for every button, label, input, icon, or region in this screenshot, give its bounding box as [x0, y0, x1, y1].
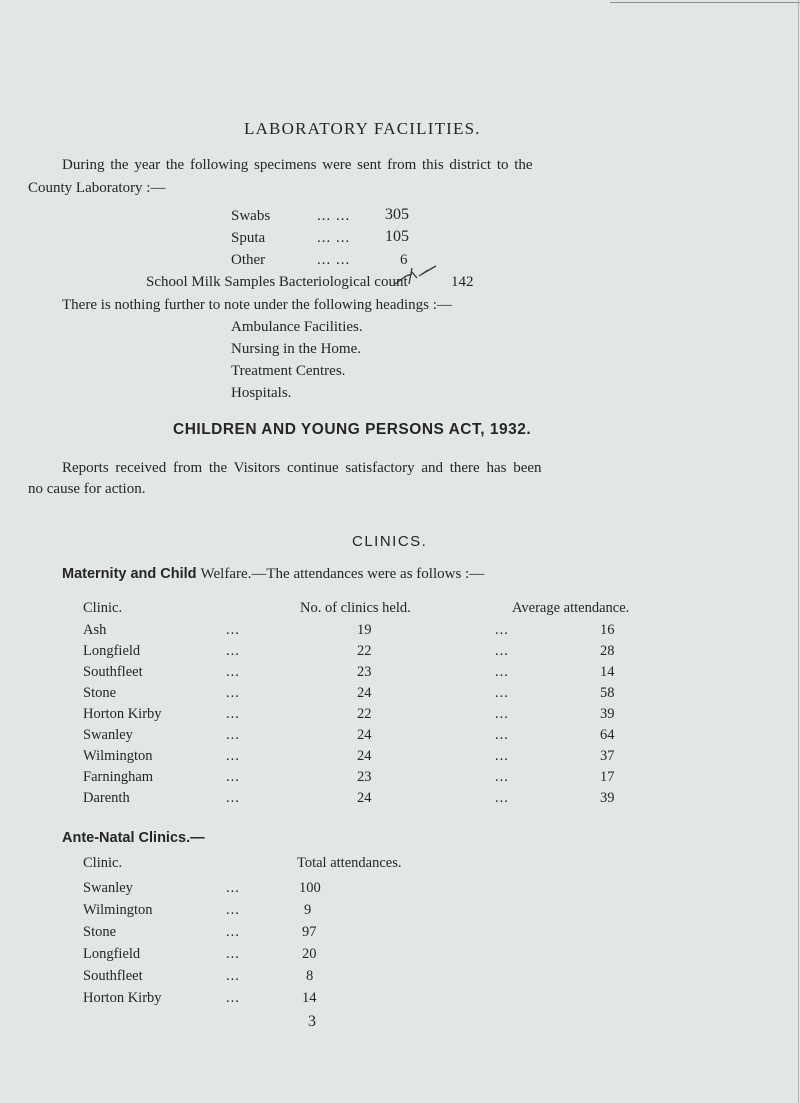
- heading-item: Ambulance Facilities.: [231, 319, 363, 335]
- scan-edge-top: [610, 2, 800, 3]
- table-row-dots: ...: [226, 790, 240, 806]
- specimen-label: Other: [231, 252, 266, 268]
- table-row-held: 22: [357, 643, 372, 659]
- maternity-intro: [62, 565, 484, 583]
- table-row-dots: ...: [226, 727, 240, 743]
- table-row-clinic: Ash: [83, 622, 107, 638]
- table-row-dots: ...: [226, 622, 240, 638]
- nothing-further-text: There is nothing further to note under the following headings :—: [62, 297, 452, 313]
- antenatal-row-dots: ...: [226, 946, 240, 962]
- table-row-avg: 28: [600, 643, 615, 659]
- table-row-dots: ...: [495, 727, 509, 743]
- antenatal-row-total: 9: [304, 902, 312, 918]
- table-row-avg: 64: [600, 727, 615, 743]
- antenatal-col-total: Total attendances.: [297, 855, 402, 871]
- specimen-value: 6: [400, 252, 408, 268]
- table-row-dots: ...: [495, 685, 509, 701]
- table-row-clinic: Stone: [83, 685, 117, 701]
- table-row-held: 24: [357, 727, 372, 743]
- table-row-clinic: Longfield: [83, 643, 141, 659]
- milk-samples-value: 142: [451, 274, 474, 290]
- table-row-dots: ...: [495, 748, 509, 764]
- specimen-label: Swabs: [231, 208, 271, 224]
- table-row-avg: 37: [600, 748, 615, 764]
- antenatal-row-total: 8: [306, 968, 314, 984]
- antenatal-row-total: 97: [302, 924, 317, 940]
- table-row-dots: ...: [495, 769, 509, 785]
- antenatal-row-dots: ...: [226, 902, 240, 918]
- specimen-value: 305: [385, 206, 409, 223]
- table-row-clinic: Southfleet: [83, 664, 143, 680]
- table-row-dots: ...: [495, 664, 509, 680]
- table-row-held: 24: [357, 790, 372, 806]
- antenatal-row-clinic: Swanley: [83, 880, 133, 896]
- table-row-dots: ...: [226, 748, 240, 764]
- antenatal-row-dots: ...: [226, 924, 240, 940]
- cyp-title: CHILDREN AND YOUNG PERSONS ACT, 1932.: [173, 421, 532, 438]
- table-row-clinic: Horton Kirby: [83, 706, 162, 722]
- lab-intro-line1: During the year the following specimens were sent from this district to the: [62, 157, 533, 173]
- specimen-label: Sputa: [231, 230, 266, 246]
- antenatal-row-dots: ...: [226, 990, 240, 1006]
- lab-intro-line2: County Laboratory :—: [28, 180, 166, 196]
- maternity-bold-label: Maternity and Child: [62, 566, 197, 582]
- antenatal-title: Ante-Natal Clinics.—: [62, 830, 205, 846]
- antenatal-row-clinic: Wilmington: [83, 902, 153, 918]
- table-row-held: 24: [357, 685, 372, 701]
- table-row-dots: ...: [495, 622, 509, 638]
- scan-edge-right: [798, 0, 799, 1103]
- cyp-line1: Reports received from the Visitors continue satisfactory and there has been: [62, 460, 542, 476]
- table-row-held: 22: [357, 706, 372, 722]
- col-header-held: No. of clinics held.: [300, 600, 411, 616]
- specimen-value: 105: [385, 228, 409, 245]
- heading-item: Hospitals.: [231, 385, 292, 401]
- table-row-dots: ...: [226, 685, 240, 701]
- table-row-clinic: Swanley: [83, 727, 133, 743]
- table-row-dots: ...: [495, 643, 509, 659]
- table-row-dots: ...: [495, 706, 509, 722]
- antenatal-row-dots: ...: [226, 968, 240, 984]
- antenatal-row-clinic: Southfleet: [83, 968, 143, 984]
- col-header-average: Average attendance.: [512, 600, 630, 616]
- maternity-rest-text: Welfare.—The attendances were as follows :—: [200, 566, 485, 582]
- milk-samples-text: School Milk Samples Bacteriological count: [146, 274, 408, 290]
- table-row-held: 23: [357, 664, 372, 680]
- antenatal-row-clinic: Stone: [83, 924, 117, 940]
- specimen-dots: ... ...: [317, 230, 351, 246]
- table-row-dots: ...: [226, 643, 240, 659]
- antenatal-row-clinic: Longfield: [83, 946, 141, 962]
- table-row-clinic: Farningham: [83, 769, 154, 785]
- antenatal-row-dots: ...: [226, 880, 240, 896]
- antenatal-col-clinic: Clinic.: [83, 855, 123, 871]
- table-row-avg: 16: [600, 622, 615, 638]
- table-row-clinic: Darenth: [83, 790, 130, 806]
- table-row-dots: ...: [495, 790, 509, 806]
- table-row-avg: 17: [600, 769, 615, 785]
- lab-title: LABORATORY FACILITIES.: [244, 119, 481, 138]
- table-row-held: 19: [357, 622, 372, 638]
- antenatal-row-clinic: Horton Kirby: [83, 990, 162, 1006]
- specimen-dots: ... ...: [317, 252, 351, 268]
- specimen-dots: ... ...: [317, 208, 351, 224]
- table-row-avg: 39: [600, 790, 615, 806]
- table-row-avg: 58: [600, 685, 615, 701]
- antenatal-row-total: 14: [302, 990, 317, 1006]
- table-row-dots: ...: [226, 769, 240, 785]
- table-row-dots: ...: [226, 664, 240, 680]
- cyp-line2: no cause for action.: [28, 481, 146, 497]
- table-row-held: 24: [357, 748, 372, 764]
- clinics-title: CLINICS.: [352, 533, 428, 550]
- heading-item: Treatment Centres.: [231, 363, 346, 379]
- page-number: 3: [308, 1013, 316, 1030]
- table-row-avg: 14: [600, 664, 615, 680]
- table-row-clinic: Wilmington: [83, 748, 153, 764]
- table-row-avg: 39: [600, 706, 615, 722]
- antenatal-row-total: 20: [302, 946, 317, 962]
- table-row-held: 23: [357, 769, 372, 785]
- heading-item: Nursing in the Home.: [231, 341, 361, 357]
- antenatal-row-total: 100: [299, 880, 321, 896]
- table-row-dots: ...: [226, 706, 240, 722]
- col-header-clinic: Clinic.: [83, 600, 123, 616]
